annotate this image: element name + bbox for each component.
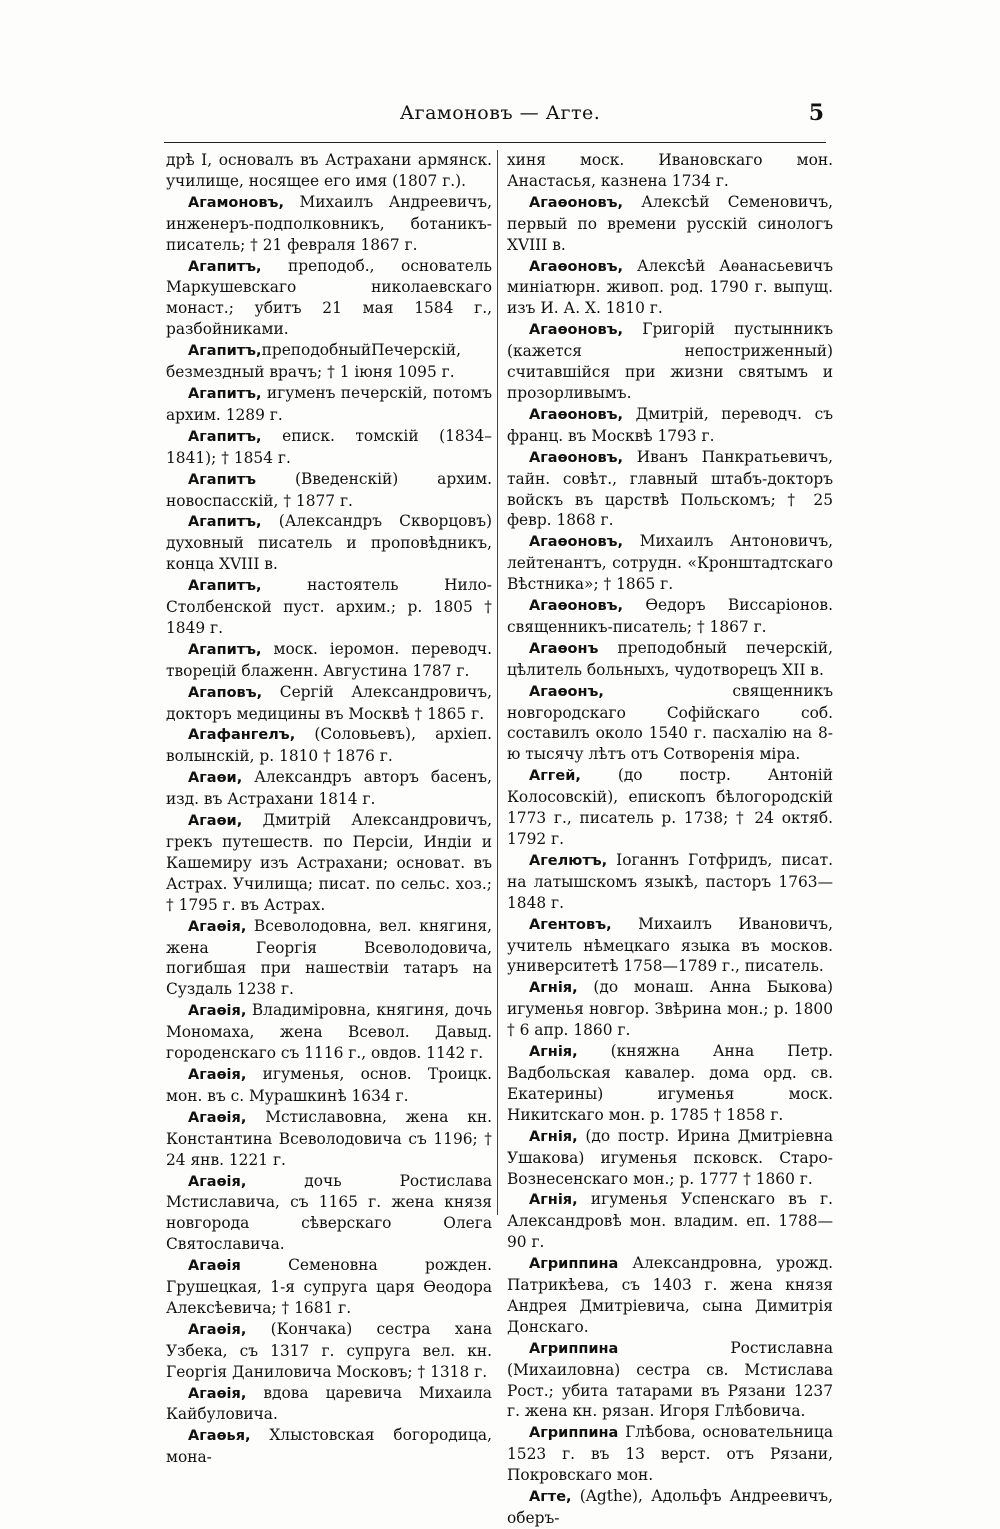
dictionary-entry <box>507 1189 833 1253</box>
entry-text: преподобныйПечерскій, безмездный врачъ; † 1 іюня 1095 г. <box>166 341 462 382</box>
dictionary-entry <box>507 914 833 978</box>
entry-text: игуменья Успенскаго въ г. Александровѣ мон. владим. еп. 1788—90 г. <box>507 1190 833 1252</box>
entry-headword: Агаѳоновъ, <box>529 194 624 211</box>
entry-text: Глѣбова, основательница 1523 г. въ 13 верст. отъ Рязани, Покровскаго мон. <box>507 1423 833 1485</box>
entry-headword: Агаѳія, <box>188 1385 247 1402</box>
entry-text: (Соловьевъ), архіеп. волынскій, р. 1810 † 1876 г. <box>166 725 492 766</box>
entry-headword: Агриппина <box>529 1256 619 1273</box>
entry-headword: Агапитъ, <box>188 578 262 595</box>
entry-text: Михаилъ Антоновичъ, лейтенантъ, сотрудн. «Кронштадтскаго Вѣстника»; † 1865 г. <box>507 532 833 594</box>
dictionary-entry <box>507 192 833 256</box>
dictionary-entry <box>507 319 833 404</box>
dictionary-entry <box>507 1253 833 1338</box>
entry-text: игуменъ печерскій, потомъ архим. 1289 г. <box>166 383 492 424</box>
entry-text: Семеновна рожден. Грушецкая, 1-я супруга царя Ѳеодора Алексѣевича; † 1681 г. <box>166 1256 492 1317</box>
dictionary-entry <box>507 1422 833 1486</box>
dictionary-entry <box>166 150 492 192</box>
entry-headword: Агнія, <box>529 1128 578 1145</box>
dictionary-entry <box>166 1171 492 1256</box>
entry-text: (княжна Анна Петр. Вадбольская кавалер. дома орд. св. Екатерины) игуменья моск. Никитскаго мон. р. 1785 † 1858 г. <box>507 1042 833 1124</box>
entry-headword: Агаѳонъ <box>529 640 599 657</box>
entry-headword: Агаѳонъ, <box>529 683 604 700</box>
entry-text: Мстиславовна, жена кн. Константина Всеволодовича съ 1196; † 24 янв. 1221 г. <box>166 1107 492 1169</box>
entry-text: (Введенскій) архим. новоспасскій, † 1877 г. <box>166 469 492 510</box>
dictionary-entry <box>507 638 833 681</box>
entry-headword: Агентовъ, <box>529 916 612 933</box>
entry-text: Александровна, урожд. Патрикѣева, съ 1403 г. жена князя Андрея Дмитріевича, сына Димитрія Донскаго. <box>507 1254 833 1336</box>
header-rule <box>164 142 826 143</box>
entry-headword: Агаѳоновъ, <box>529 406 624 423</box>
entry-headword: Агаѳи, <box>188 770 243 787</box>
entry-headword: Агамоновъ, <box>188 194 284 211</box>
dictionary-entry <box>507 531 833 595</box>
dictionary-entry <box>166 575 492 639</box>
entry-headword: Агаѳоновъ, <box>529 449 624 466</box>
entry-text: Иванъ Панкратьевичъ, тайн. совѣт., главный штабъ-докторъ войскъ въ царствѣ Польскомъ; † 25 февр. 1868 г. <box>507 447 833 530</box>
entry-headword: Агаѳія <box>188 1258 241 1275</box>
dictionary-entry <box>166 1255 492 1319</box>
entry-headword: Агаѳоновъ, <box>529 534 624 551</box>
dictionary-entry <box>166 767 492 810</box>
entry-text: Ростиславна (Михаиловна) сестра св. Мстислава Рост.; убита татарами въ Рязани 1237 г. жена кн. рязан. Игоря Глѣбовича. <box>507 1338 833 1421</box>
entry-text: Алексѣй Аѳанасьевичъ миніатюрн. живоп. род. 1790 г. выпущ. изъ И. А. Х. 1810 г. <box>507 256 833 318</box>
dictionary-entry <box>166 810 492 916</box>
entry-text: священникъ новгородскаго Софійскаго соб. составилъ около 1540 г. пасхалію на 8-ю тысячу лѣтъ отъ Сотворенія міра. <box>507 681 833 764</box>
entry-text: дочь Ростислава Мстиславича, съ 1165 г. жена князя новгорода сѣверскаго Олега Святославича. <box>166 1171 492 1254</box>
entry-headword: Агафангелъ, <box>188 727 296 744</box>
entry-text: (до монаш. Анна Быкова) игуменья новгор. Звѣрина мон.; р. 1800 † 6 апр. 1860 г. <box>507 978 833 1040</box>
entry-text: Михаилъ Ивановичъ, учитель нѣмецкаго языка въ москов. университетѣ 1758—1789 г., писатель. <box>507 914 833 976</box>
entry-text: Григорій пустынникъ (кажется непостриженный) считавшійся при жизни святымъ и прозорливымъ. <box>507 320 833 402</box>
entry-text: Александръ авторъ басенъ, изд. въ Астрахани 1814 г. <box>166 768 492 809</box>
running-title: Агамоновъ — Агте. <box>399 102 601 124</box>
dictionary-entry <box>166 1107 492 1171</box>
dictionary-entry <box>166 1319 492 1383</box>
entry-text: (Agthe), Адольфъ Андреевичъ, оберъ- <box>507 1487 833 1527</box>
entry-headword: Агапитъ <box>188 471 257 488</box>
dictionary-entry <box>166 1383 492 1426</box>
right-column <box>507 150 833 1529</box>
dictionary-entry <box>507 977 833 1041</box>
entry-headword: Агапитъ, <box>188 343 262 360</box>
dictionary-entry <box>507 1126 833 1190</box>
entry-text: Михаилъ Андреевичъ, инженеръ-подполковникъ, ботаникъ-писатель; † 21 февраля 1867 г. <box>166 192 492 254</box>
entry-headword: Агриппина <box>529 1340 619 1357</box>
entry-text: Сергій Александровичъ, докторъ медицины въ Москвѣ † 1865 г. <box>166 682 492 723</box>
entry-text: вдова царевича Михаила Кайбуловича. <box>166 1383 492 1424</box>
dictionary-entry <box>166 383 492 426</box>
entry-headword: Аггей, <box>529 768 581 785</box>
dictionary-entry <box>166 1425 492 1468</box>
dictionary-entry <box>166 916 492 1001</box>
entry-text: (Александръ Скворцовъ) духовный писатель и проповѣдникъ, конца XVIII в. <box>166 512 492 574</box>
entry-headword: Агаповъ, <box>188 684 263 701</box>
entry-text: еписк. томскій (1834– 1841); † 1854 г. <box>166 426 492 467</box>
entry-text: хиня моск. Ивановскаго мон. Анастасья, казнена 1734 г. <box>507 151 833 190</box>
entry-text: преподоб., основатель Маркушевскаго николаевскаго монаст.; убитъ 21 мая 1584 г., разбойниками. <box>166 256 492 339</box>
entry-headword: Агаѳоновъ, <box>529 598 624 615</box>
dictionary-entry <box>166 639 492 682</box>
entry-headword: Агнія, <box>529 980 578 997</box>
dictionary-entry <box>507 447 833 532</box>
dictionary-entry <box>507 595 833 638</box>
entry-text: преподобный печерскій, цѣлитель больныхъ, чудотворецъ XII в. <box>507 638 833 679</box>
left-column <box>166 150 492 1468</box>
dictionary-entry <box>507 850 833 914</box>
entry-headword: Агте, <box>529 1489 572 1506</box>
entry-text: настоятель Нило-Столбенской пуст. архим.; р. 1805 † 1849 г. <box>166 576 492 637</box>
entry-headword: Агаѳья, <box>188 1428 251 1445</box>
dictionary-entry <box>507 1338 833 1423</box>
running-head <box>0 102 1000 132</box>
dictionary-entry <box>166 426 492 469</box>
dictionary-entry <box>166 511 492 575</box>
dictionary-entry <box>166 469 492 512</box>
dictionary-entry <box>166 682 492 725</box>
entry-text: Іоганнъ Готфридъ, писат. на латышскомъ языкѣ, пасторъ 1763—1848 г. <box>507 850 833 912</box>
entry-headword: Агаѳи, <box>188 813 243 830</box>
dictionary-entry <box>166 1064 492 1107</box>
entry-text: Всеволодовна, вел. княгиня, жена Георгія Всеволодовича, погибшая при нашествіи татаръ на Суздаль 1238 г. <box>166 916 492 999</box>
dictionary-entry <box>507 150 833 192</box>
entry-text: моск. іеромон. переводч. творецій блаженн. Августина 1787 г. <box>166 639 492 680</box>
entry-headword: Агриппина <box>529 1425 619 1442</box>
entry-text: Владиміровна, княгиня, дочь Мономаха, жена Всевол. Давыд. городенскаго съ 1116 г., овдов. 1142 г. <box>166 1001 492 1063</box>
dictionary-entry <box>507 256 833 320</box>
column-divider <box>497 150 498 1215</box>
entry-text: Ѳедоръ Виссаріонов. священникъ-писатель; † 1867 г. <box>507 596 833 636</box>
dictionary-entry <box>166 256 492 341</box>
entry-text: (до постр. Антоній Колосовскій), епископъ бѣлогородскій 1773 г., писатель р. 1738; † 24 октяб. 1792 г. <box>507 766 833 848</box>
entry-text: Дмитрій, переводч. съ франц. въ Москвѣ 1793 г. <box>507 404 833 445</box>
dictionary-entry <box>507 765 833 850</box>
entry-text: Алексѣй Семеновичъ, первый по времени русскій синологъ XVIII в. <box>507 192 833 254</box>
entry-headword: Агаѳоновъ, <box>529 258 624 275</box>
dictionary-entry <box>507 404 833 447</box>
entry-headword: Агапитъ, <box>188 258 262 275</box>
entry-headword: Агнія, <box>529 1192 578 1209</box>
entry-headword: Агаѳія, <box>188 1003 247 1020</box>
entry-headword: Агаѳоновъ, <box>529 322 624 339</box>
entry-headword: Агаѳія, <box>188 918 247 935</box>
entry-text: (Кончака) сестра хана Узбека, съ 1317 г. супруга вел. кн. Георгія Даниловича Московъ; † 1318 г. <box>166 1319 492 1381</box>
dictionary-entry <box>166 340 492 383</box>
dictionary-entry <box>166 724 492 767</box>
entry-headword: Агелютъ, <box>529 852 608 869</box>
entry-text: Дмитрій Александровичъ, грекъ путешеств. по Персіи, Индіи и Кашемиру изъ Астрахани; основат. въ Астрах. Училища; писат. по сельс. хоз.; † 1795 г. въ Астрах. <box>166 811 492 914</box>
entry-headword: Агаѳія, <box>188 1173 247 1190</box>
entry-headword: Агапитъ, <box>188 385 262 402</box>
entry-text: игуменья, основ. Троицк. мон. въ с. Мурашкинѣ 1634 г. <box>166 1064 492 1105</box>
entry-headword: Агаѳія, <box>188 1109 247 1126</box>
entry-headword: Агаѳія, <box>188 1066 247 1083</box>
entry-text: (до постр. Ирина Дмитріевна Ушакова) игуменья псковск. Старо-Вознесенскаго мон.; р. 1777 † 1860 г. <box>507 1126 833 1188</box>
entry-text: дрѣ I, основалъ въ Астрахани армянск. училище, носящее его имя (1807 г.). <box>166 151 492 190</box>
entry-headword: Агапитъ, <box>188 514 262 531</box>
dictionary-entry <box>166 192 492 256</box>
dictionary-entry <box>507 681 833 766</box>
dictionary-entry <box>507 1486 833 1529</box>
entry-headword: Агапитъ, <box>188 641 262 658</box>
dictionary-entry <box>507 1041 833 1126</box>
entry-headword: Агапитъ, <box>188 428 262 445</box>
entry-headword: Агнія, <box>529 1044 578 1061</box>
dictionary-entry <box>166 1000 492 1064</box>
page-number: 5 <box>808 100 824 126</box>
entry-text: Хлыстовская богородица, мона- <box>166 1426 492 1467</box>
entry-headword: Агаѳія, <box>188 1321 247 1338</box>
